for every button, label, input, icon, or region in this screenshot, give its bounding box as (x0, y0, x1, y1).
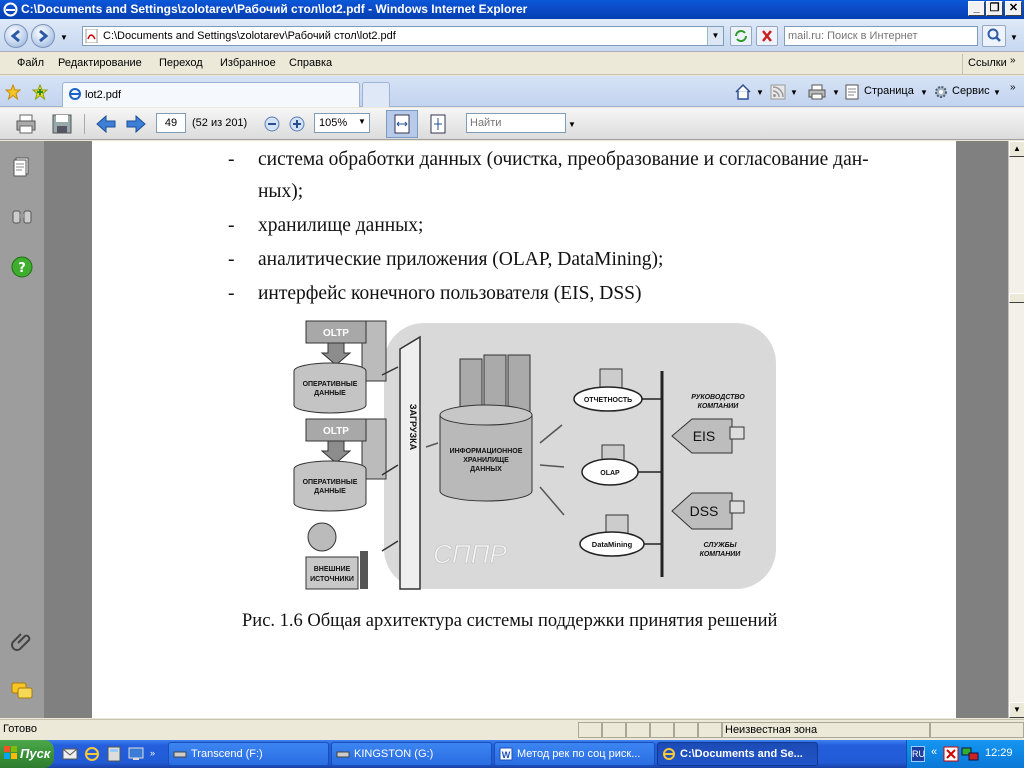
new-tab-button[interactable] (362, 82, 390, 107)
data-warehouse-label-3: ДАННЫХ (470, 466, 502, 473)
restore-button[interactable]: ❐ (986, 1, 1003, 16)
calculator-icon[interactable] (106, 746, 122, 762)
refresh-icon (731, 27, 751, 45)
task-transcend[interactable] (168, 742, 329, 766)
feeds-dropdown-icon[interactable]: ▼ (790, 88, 798, 97)
drive-icon (336, 747, 350, 761)
task-kingston[interactable] (331, 742, 492, 766)
scroll-down-icon[interactable]: ▼ (1009, 702, 1024, 718)
bullet-dash: - (228, 283, 235, 304)
eis-label: EIS (692, 428, 716, 444)
status-bar (0, 719, 1024, 739)
back-button[interactable] (4, 24, 28, 48)
windows-logo-icon (4, 746, 18, 760)
bullet-text: аналитические приложения (OLAP, DataMining); (258, 249, 664, 270)
back-arrow-icon (9, 29, 23, 43)
architecture-diagram (292, 315, 782, 601)
scroll-up-icon[interactable]: ▲ (1009, 141, 1024, 157)
previous-page-icon[interactable] (94, 112, 118, 136)
fit-width-icon (387, 111, 417, 137)
down-arrow (322, 441, 350, 463)
forward-button[interactable] (31, 24, 55, 48)
external-sources-label-1: ВНЕШНИЕ (313, 566, 351, 573)
find-field[interactable] (466, 113, 566, 133)
address-bar-row (0, 19, 1024, 52)
data-warehouse-label-2: ХРАНИЛИЩЕ (463, 457, 509, 464)
page-menu[interactable]: Страница (864, 85, 914, 97)
clock: 12:29 (985, 747, 1013, 759)
operational-data-label-2: ДАННЫЕ (314, 488, 346, 495)
oltp-label: OLTP (323, 426, 349, 437)
print-dropdown-icon[interactable]: ▼ (832, 88, 840, 97)
tools-menu[interactable]: Сервис (952, 85, 990, 97)
status-segment (626, 722, 650, 738)
operational-data-label-1: ОПЕРАТИВНЫЕ (302, 479, 358, 486)
menu-file[interactable]: Файл (17, 57, 45, 69)
search-button[interactable] (982, 25, 1006, 47)
oltp-label: OLTP (323, 328, 349, 339)
add-favorites-icon[interactable] (32, 84, 48, 100)
task-ie-window[interactable] (657, 742, 818, 766)
page-number-field[interactable]: 49 (156, 113, 186, 133)
refresh-button[interactable] (730, 26, 752, 46)
menu-bar (0, 53, 1024, 75)
pdf-print-icon[interactable] (14, 112, 38, 136)
operational-data-label-1: ОПЕРАТИВНЫЕ (302, 381, 358, 388)
monitor-shape (730, 501, 744, 513)
bullet-dash: - (228, 249, 235, 270)
favorites-star-icon[interactable] (5, 84, 21, 100)
navigation-pane (0, 141, 44, 718)
next-page-icon[interactable] (124, 112, 148, 136)
bullet-text: хранилище данных; (258, 215, 424, 236)
search-icon (983, 26, 1005, 46)
page-count: (52 из 201) (192, 117, 248, 129)
search-options-icon[interactable]: ▼ (1010, 33, 1018, 42)
start-label: Пуск (20, 746, 51, 761)
window-title: C:\Documents and Settings\zolotarev\Рабочий стол\lot2.pdf - Windows Internet Explorer (21, 2, 528, 16)
minimize-button[interactable]: _ (968, 1, 985, 16)
language-indicator[interactable]: RU (911, 746, 925, 762)
status-segment (578, 722, 602, 738)
ie-page-icon (68, 87, 82, 101)
home-dropdown-icon[interactable]: ▼ (756, 88, 764, 97)
ie-icon (3, 2, 18, 17)
management-label-2: КОМПАНИИ (697, 403, 739, 410)
globe-shape (308, 523, 336, 551)
attachments-icon[interactable] (10, 629, 34, 653)
down-arrow (322, 343, 350, 365)
zone-label: Неизвестная зона (725, 724, 818, 736)
tab-lot2[interactable] (62, 82, 360, 107)
zoom-in-icon[interactable] (289, 116, 305, 132)
zoom-dropdown-icon[interactable]: ▼ (358, 117, 366, 126)
zoom-value: 105% (319, 117, 348, 129)
bullet-text: интерфейс конечного пользователя (EIS, DSS) (258, 283, 642, 304)
external-box (306, 557, 358, 589)
status-segment (602, 722, 626, 738)
tools-menu-dropdown-icon[interactable]: ▼ (993, 88, 1001, 97)
gear-icon (933, 84, 949, 100)
help-icon[interactable] (10, 255, 34, 279)
page-menu-dropdown-icon[interactable]: ▼ (920, 88, 928, 97)
links-chevron-icon[interactable]: » (1010, 55, 1016, 66)
menu-edit[interactable]: Редактирование (58, 57, 142, 69)
services-label-1: СЛУЖБЫ (703, 542, 737, 549)
search-input[interactable] (785, 27, 977, 45)
commands-chevron-icon[interactable]: » (1010, 82, 1016, 93)
task-word-document[interactable] (494, 742, 655, 766)
status-text: Готово (3, 723, 37, 735)
vertical-scrollbar[interactable] (1008, 141, 1024, 718)
security-zone[interactable] (722, 722, 930, 738)
print-icon[interactable] (808, 84, 826, 100)
bullet-dash: - (228, 215, 235, 236)
monitor-shape (730, 427, 744, 439)
svg-text:W: W (501, 750, 511, 760)
dss-label: DSS (689, 503, 719, 519)
fit-page-icon[interactable] (426, 112, 450, 136)
ie-quicklaunch-icon[interactable] (84, 746, 100, 762)
tab-row (0, 76, 1024, 107)
pdf-toolbar (0, 108, 1024, 140)
data-warehouse-label-1: ИНФОРМАЦИОННОЕ (449, 448, 523, 455)
ie-page-icon (662, 747, 676, 761)
find-input[interactable] (467, 114, 565, 132)
binoculars-icon[interactable] (10, 205, 34, 229)
menu-favorites[interactable]: Избранное (220, 57, 276, 69)
bullet-text: система обработки данных (очистка, преобразование и согласование дан- (258, 149, 869, 170)
title-bar (0, 0, 1024, 19)
address-dropdown-icon[interactable]: ▼ (707, 27, 723, 45)
zoom-out-icon[interactable] (264, 116, 280, 132)
reporting-label: ОТЧЕТНОСТЬ (583, 397, 633, 404)
menu-go[interactable]: Переход (159, 57, 203, 69)
fit-width-button[interactable] (386, 110, 418, 138)
links-label: Ссылки (968, 57, 1007, 69)
datamining-label: DataMining (591, 540, 633, 549)
task-label: C:\Documents and Se... (680, 748, 803, 760)
taskbar (0, 740, 1024, 768)
services-label-2: КОМПАНИИ (699, 551, 741, 558)
links-toolbar[interactable] (962, 54, 1006, 74)
operational-data-label-2: ДАННЫЕ (314, 390, 346, 397)
toolbar-separator (84, 114, 85, 134)
bullet-dash: - (228, 149, 235, 170)
tab-label: lot2.pdf (85, 89, 122, 101)
network-icon[interactable] (961, 746, 979, 762)
sppr-label: СППР (433, 539, 507, 569)
find-dropdown-icon[interactable]: ▼ (568, 120, 576, 129)
external-sources-label-2: ИСТОЧНИКИ (310, 576, 354, 583)
status-segment (698, 722, 722, 738)
loading-label: ЗАГРУЗКА (408, 403, 418, 451)
dw-cylinder-top (440, 405, 532, 425)
address-field[interactable] (82, 26, 724, 46)
task-label: Transcend (F:) (191, 748, 263, 760)
stop-icon (757, 27, 777, 45)
document-viewport[interactable] (44, 141, 1008, 718)
home-icon[interactable] (734, 83, 752, 101)
book-shape (360, 551, 368, 589)
olap-label: OLAP (600, 470, 620, 477)
comments-icon[interactable] (10, 679, 34, 703)
task-label: Метод рек по соц риск... (517, 748, 641, 760)
word-icon (499, 747, 513, 761)
save-icon[interactable] (50, 112, 74, 136)
mail-icon[interactable] (62, 746, 78, 762)
scroll-thumb[interactable] (1009, 293, 1024, 303)
desktop-icon[interactable] (128, 746, 144, 762)
figure-caption: Рис. 1.6 Общая архитектура системы поддержки принятия решений (242, 611, 778, 631)
status-segment (930, 722, 1024, 738)
feeds-icon[interactable] (770, 84, 786, 100)
page-icon (845, 84, 859, 100)
tray-chevron-icon[interactable]: « (931, 746, 938, 758)
forward-arrow-icon (36, 29, 50, 43)
close-button[interactable]: ✕ (1005, 1, 1022, 16)
bullet-continuation: ных); (258, 181, 304, 202)
quicklaunch-chevron-icon[interactable]: » (150, 748, 156, 758)
menu-help[interactable]: Справка (289, 57, 333, 69)
drive-icon (173, 747, 187, 761)
pdf-icon (85, 29, 99, 43)
antivirus-icon[interactable] (943, 746, 959, 762)
pdf-page (92, 141, 956, 718)
task-label: KINGSTON (G:) (354, 748, 434, 760)
svg-text:?: ? (18, 261, 26, 276)
status-segment (674, 722, 698, 738)
zoom-select[interactable] (314, 113, 370, 133)
history-dropdown-icon[interactable]: ▼ (60, 33, 68, 42)
status-segment (650, 722, 674, 738)
loading-column (400, 337, 420, 589)
management-label-1: РУКОВОДСТВО (691, 394, 745, 401)
pages-icon[interactable] (10, 155, 34, 179)
system-tray (906, 740, 1024, 768)
address-value: C:\Documents and Settings\zolotarev\Рабочий стол\lot2.pdf (103, 30, 396, 42)
search-field[interactable] (784, 26, 978, 46)
start-button[interactable] (0, 740, 54, 768)
stop-button[interactable] (756, 26, 778, 46)
